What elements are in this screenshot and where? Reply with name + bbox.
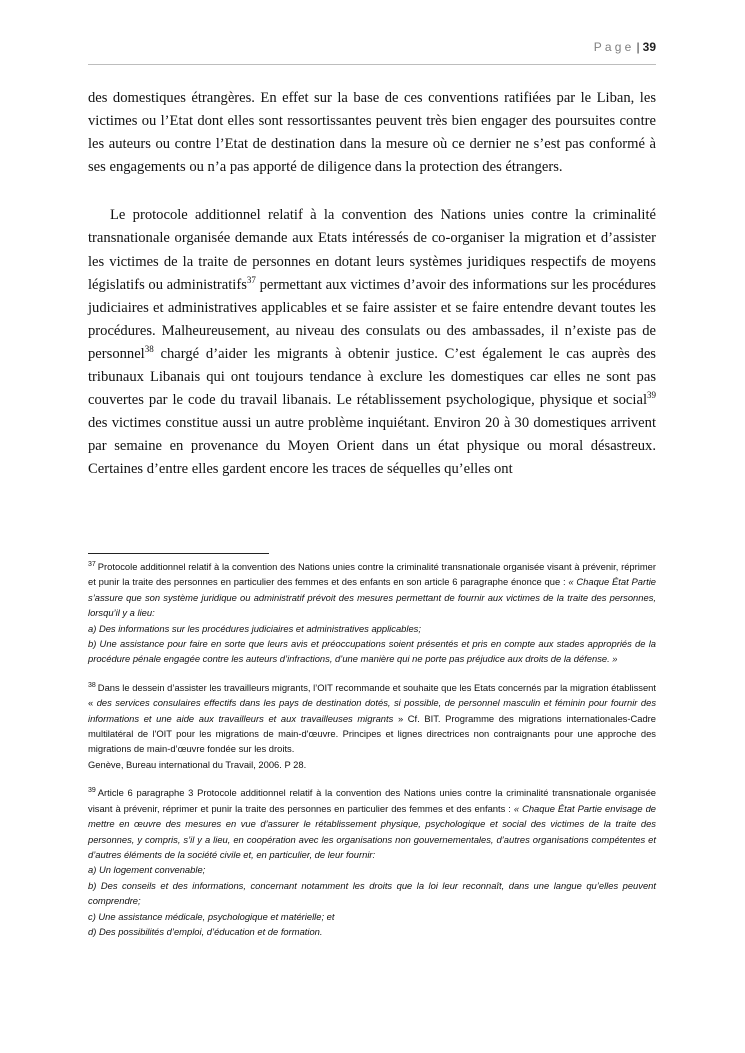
footnote-39-item-b: b) Des conseils et des informations, concernant notamment les droits que la loi leur reconnaît, dans une langue qu’elles peuvent comprendre; xyxy=(88,879,656,907)
footnote-39-number: 39 xyxy=(88,787,96,795)
main-text xyxy=(88,87,656,482)
footnote-38 xyxy=(88,680,656,772)
footnote-39-item-a: a) Un logement convenable; xyxy=(88,864,206,876)
page-header xyxy=(88,40,656,65)
footnote-38-quote: des services consulaires effectifs dans les pays de destination dotés, si possible, de personnel masculin et féminin pour fournir des informations et une aide aux travailleurs et aux travailleuses migrants xyxy=(88,697,657,724)
footnote-37-number: 37 xyxy=(88,560,96,568)
footnote-39-quote: « Chaque État Partie envisage de mettre en œuvre des mesures en vue d’assurer le rétablissement physique, psychologique et social des victimes de la traite des personnes, y compris, s’il y a lieu, en coopération avec les organisations non gouvernementales, d’autres organisations compétentes et d’autres éléments de la société civile et, en particulier, de leur fournir: xyxy=(88,802,656,860)
page-number: 39 xyxy=(642,40,656,54)
page-label: Page xyxy=(593,40,635,54)
paragraph-2-part-b: permettant aux victimes d’avoir des informations sur les procédures judiciaires et administratives applicables et se faire assister et se faire entendre devant toutes les procédures. Malheureusement, au niveau des consulats ou des ambassades, il n’existe pas de personnel xyxy=(88,276,656,362)
footnote-separator xyxy=(88,553,269,554)
footnote-39-text: Article 6 paragraphe 3 Protocole additionnel relatif à la convention des Nations unies contre la criminalité transnationale organisée visant à prévenir, réprimer et punir la traite des personnes en particulier des femmes et des enfants : xyxy=(88,787,656,814)
footnote-39 xyxy=(88,785,656,939)
footnote-37 xyxy=(88,559,656,667)
footnote-ref-38[interactable]: 38 xyxy=(144,344,154,355)
footnote-38-text-a: Dans le dessein d’assister les travailleurs migrants, l’OIT recommande et souhaite que les Etats concernés par la migration établissent « xyxy=(88,681,656,709)
footnote-ref-39[interactable]: 39 xyxy=(647,390,656,401)
paragraph-2 xyxy=(88,204,656,481)
footnote-37-item-a: a) Des informations sur les procédures judiciaires et administratives applicables; xyxy=(88,622,421,634)
footnotes xyxy=(88,559,656,952)
footnote-37-item-b: b) Une assistance pour faire en sorte que leurs avis et préoccupations soient présentés et pris en compte aux stades appropriés de la procédure pénale engagée contre les auteurs d’infractions, d’une manière qui ne porte pas préjudice aux droits de la défense. » xyxy=(88,638,656,665)
footnote-39-item-c: c) Une assistance médicale, psychologique et matérielle; et xyxy=(88,910,335,922)
footnote-38-source: Genève, Bureau international du Travail, 2006. P 28. xyxy=(88,758,307,770)
paragraph-2-part-a: Le protocole additionnel relatif à la convention des Nations unies contre la criminalité transnationale organisée demande aux Etats intéressés de co-organiser la migration et d’assister les victimes de la traite de personnes en dotant leurs systèmes juridiques respectifs de moyens législatifs ou administratifs xyxy=(88,207,656,293)
footnote-39-item-d: d) Des possibilités d’emploi, d’éducation et de formation. xyxy=(88,925,323,937)
footnote-37-quote: « Chaque État Partie s’assure que son système juridique ou administratif prévoit des mesures permettant de fournir aux victimes de la traite des personnes, lorsqu’il y a lieu: xyxy=(88,576,656,619)
footnote-37-text: Protocole additionnel relatif à la convention des Nations unies contre la criminalité transnationale organisée visant à prévenir, réprimer et punir la traite des personnes en particulier des femmes et des enfants en son article 6 paragraphe énonce que : xyxy=(88,561,656,588)
paragraph-2-part-d: des victimes constitue aussi un autre problème inquiétant. Environ 20 à 30 domestiques arrivent par semaine en provenance du Moyen Orient dans un état physique ou moral désastreux. Certaines d’entre elles gardent encore les traces de séquelles qu’elles ont xyxy=(88,415,656,478)
paragraph-1: des domestiques étrangères. En effet sur la base de ces conventions ratifiées par le Liban, les victimes ou l’Etat dont elles sont ressortissantes peuvent très bien engager des poursuites contre les auteurs ou contre l’Etat de destination dans la mesure où ce dernier ne s’est pas conformé à ses engagements ou n’a pas apporté de diligence dans la protection des étrangers. xyxy=(88,90,656,176)
footnote-38-text-b: » Cf. BIT. Programme des migrations internationales-Cadre multilatéral de l'OIT pour les migrations de main-d'œuvre. Principes et lignes directrices non contraignants pour une approche des migrations de main-d’œuvre fondée sur les droits. xyxy=(88,712,656,755)
page-separator: | xyxy=(636,40,640,54)
footnote-ref-37[interactable]: 37 xyxy=(246,274,256,285)
footnote-38-number: 38 xyxy=(88,681,96,689)
paragraph-2-part-c: chargé d’aider les migrants à obtenir justice. C’est également le cas auprès des tribunaux Libanais qui ont toujours tendance à exclure les domestiques car elles ne sont pas couvertes par le code du travail libanais. Le rétablissement psychologique, physique et social xyxy=(88,345,656,409)
